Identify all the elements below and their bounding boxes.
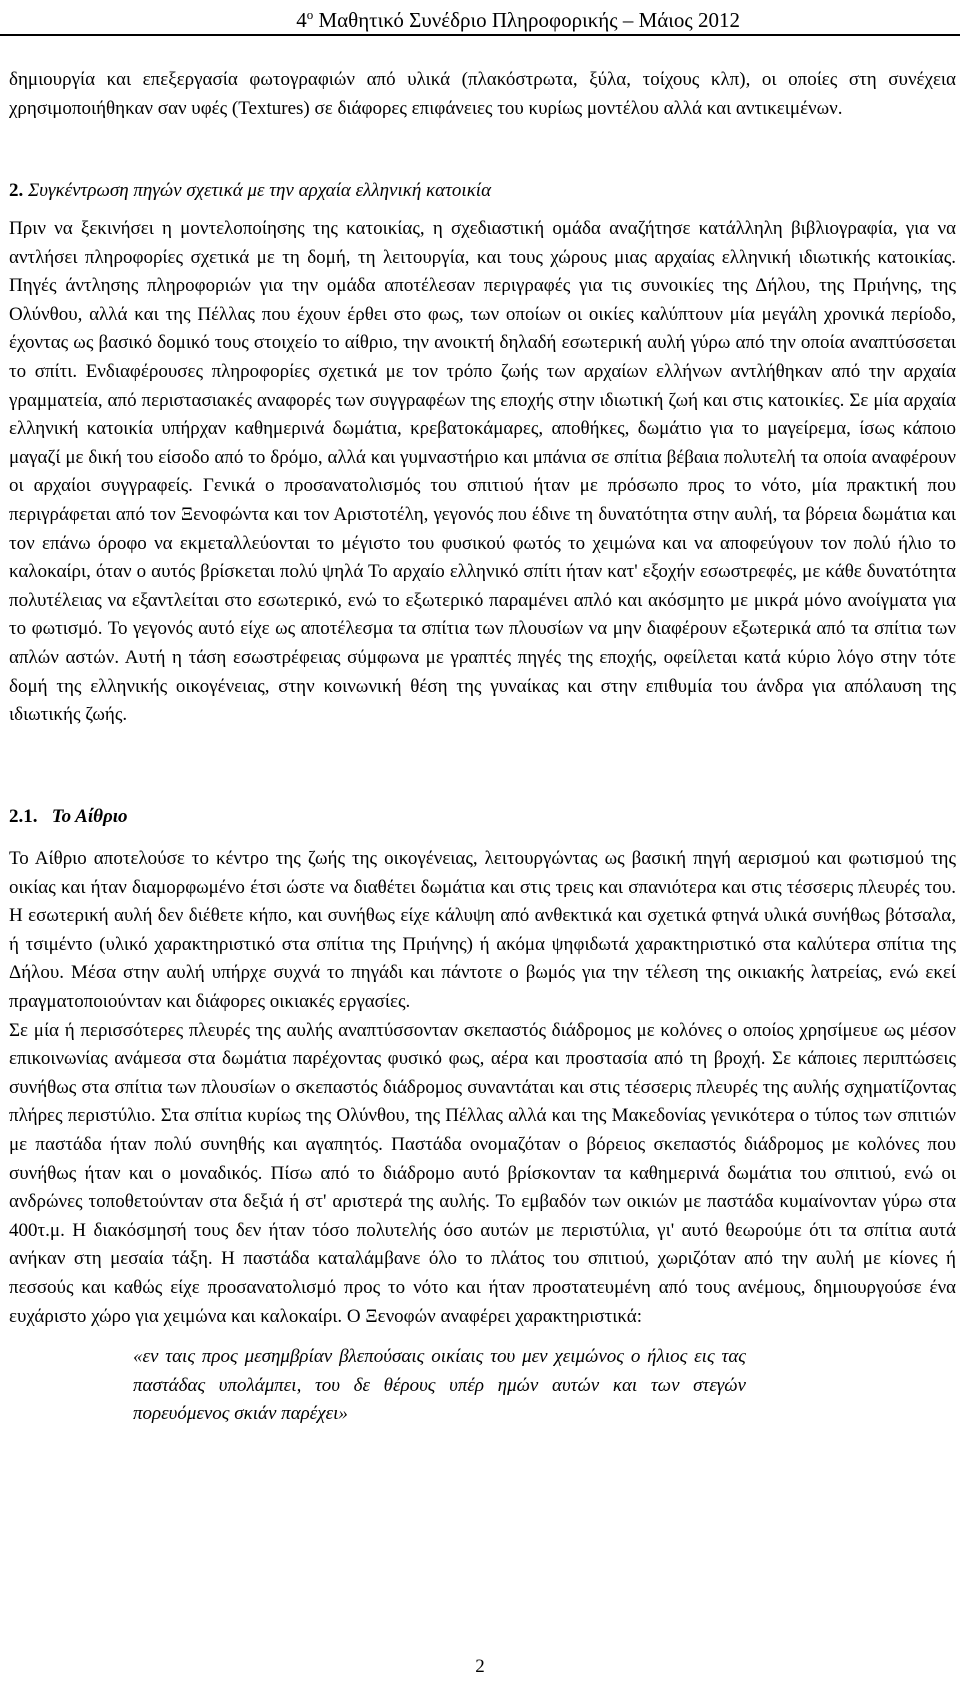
section-2-1-paragraph-2: Σε μία ή περισσότερες πλευρές της αυλής αναπτύσσονταν σκεπαστός διάδρομος με κολόνες ο οποίος χρησίμευε ως μέσον επικοινωνίας ανάμεσα στα δωμάτια παρέχοντας φυσικό φως, αέρα και προστασία από τη βροχή. Σε κάποιες περιπτώσεις συνήθως στα σπίτια των πλουσίων ο σκεπαστός διάδρομος συναντάται και στις τέσσερις πλευρές της αυλής σχηματίζοντας πλήρες περιστύλιο. Στα σπίτια κυρίως της Ολύνθου, της Πέλλας αλλά και της Μακεδονίας γενικότερα ο τύπος των σπιτιών με παστάδα ήταν πολύ συνηθής και αγαπητός. Παστάδα ονομαζόταν ο βόρειος σκεπαστός διάδρομος με κολόνες που συνήθως ήταν και ο μοναδικός. Πίσω από το διάδρομο αυτό βρίσκονταν τα καθημερινά δωμάτια του σπιτιού, ενώ οι ανδρώνες τοποθετούνταν στα δεξιά ή στ' αριστερά της αυλής. Το εμβαδόν των οικιών με παστάδα κυμαίνονταν γύρω στα 400τ.μ. Η διακόσμησή τους δεν ήταν τόσο πολυτελής όσο αυτών με περιστύλια, γι' αυτό θεωρούμε ότι τα σπίτια αυτά ανήκαν στη μεσαία τάξη. Η παστάδα καταλάμβανε όλο το πλάτος του σπιτιού, χωριζόταν από την αυλή με κίονες ή πεσσούς και καθώς είχε προσανατολισμό προς το νότο και ήταν προστατευμένη από τους ανέμους, δημιουργούσε ένα ευχάριστο χώρο για χειμώνα και καλοκαίρι. Ο Ξενοφών αναφέρει χαρακτηριστικά: bbox=[9, 1019, 956, 1327]
xenophon-quote: «εν ταις προς μεσημβρίαν βλεπούσαις οικίαις του μεν χειμώνος ο ήλιος εις τας παστάδας υπολάμπει, του δε θέρους υπέρ ημών αυτών και των στεγών πορευόμενος σκιάν παρέχει» bbox=[133, 1346, 746, 1425]
header-text: Μαθητικό Συνέδριο Πληροφορικής – Μάιος 2012 bbox=[313, 8, 740, 32]
section-2-number: 2. bbox=[9, 180, 24, 201]
intro-block bbox=[9, 66, 956, 123]
page-number: 2 bbox=[475, 1656, 485, 1677]
section-2-1-paragraph-1: Το Αίθριο αποτελούσε το κέντρο της ζωής της οικογένειας, λειτουργώντας ως βασική πηγή αερισμού και φωτισμού της οικίας και ήταν διαμορφωμένο έτσι ώστε να διαθέτει δωμάτια και στις τρεις και σπανιότερα και στις τέσσερις πλευρές του. Η εσωτερική αυλή δεν διέθετε κήπο, και συνήθως είχε κάλυψη από ανθεκτικά και σχετικά φτηνά υλικά συνήθως βότσαλα, ή τσιμέντο (υλικό χαρακτηριστικό στα σπίτια της Πριήνης) ή ακόμα ψηφιδωτά χαρακτηριστικό στα καλύτερα σπίτια της Δήλου. Μέσα στην αυλή υπήρχε συχνά το πηγάδι και πάντοτε ο βωμός για την τέλεση της οικιακής λατρείας, ενώ εκεί πραγματοποιούνταν και διάφορες οικιακές εργασίες. bbox=[9, 848, 956, 1012]
section-2-paragraph: Πριν να ξεκινήσει η μοντελοποίησης της κατοικίας, η σχεδιαστική ομάδα αναζήτησε κατάλληλη βιβλιογραφία, για να αντλήσει πληροφορίες σχετικά με τη δομή, τη λειτουργία, και τους χώρους μιας αρχαίας ελληνική ιδιωτικής κατοικίας. Πηγές άντλησης πληροφοριών για την ομάδα αποτέλεσαν περιγραφές για τις συνοικίες της Δήλου, της Πριήνης, της Ολύνθου, αλλά και της Πέλλας που έχουν έρθει στο φως, των οποίων οι οικίες καλύπτουν μία μεγάλη χρονικά περίοδο, έχοντας ως βασικό δομικό τους στοιχείο το αίθριο, την ανοικτή δηλαδή εσωτερική αυλή γύρω από την οποία αναπτύσσεται το σπίτι. Ενδιαφέρουσες πληροφορίες σχετικά με τον τρόπο ζωής των αρχαίων ελλήνων αντλήθηκαν από την αρχαία γραμματεία, από περιστασιακές αναφορές των συγγραφέων της εποχής στην ιδιωτική ζωή και στις κατοικίες. Σε μία αρχαία ελληνική κατοικία υπήρχαν καθημερινά δωμάτια, κρεβατοκάμαρες, αποθήκες, δωμάτιο για το μαγείρεμα, ίσως κάποιο μαγαζί με δική του είσοδο από το δρόμο, αλλά και γυμναστήριο και μπάνια σε σπίτια βέβαια πολυτελή τα οποία αναφέρουν οι αρχαίοι συγγραφείς. Γενικά ο προσανατολισμός του σπιτιού ήταν με πρόσωπο προς το νότο, μία πρακτική που περιγράφεται από τον Ξενοφώντα και τον Αριστοτέλη, γεγονός που έδινε τη δυνατότητα στην αυλή, τα βόρεια δωμάτια και τον επάνω όροφο να εκμεταλλεύονται το μέγιστο του φυσικού φωτός το χειμώνα και να αποφεύγουν τον πολύ ήλιο το καλοκαίρι, όταν ο αυτός βρίσκεται πολύ ψηλά Το αρχαίο ελληνικό σπίτι ήταν κατ' εξοχήν εσωστρεφές, με κάθε δυνατότητα πολυτέλειας να εξαντλείται στο εσωτερικό, ενώ το εξωτερικό παραμένει απλό και ακόσμητο με μικρά μόνο ανοίγματα για το φωτισμό. Το γεγονός αυτό είχε ως αποτέλεσμα τα σπίτια των πλουσίων να μην διαφέρουν εξωτερικά από τα σπίτια των απλών αστών. Αυτή η τάση εσωστρέφειας σύμφωνα με γραπτές πηγές της εποχής, οφείλεται κατά κύριο λόγο στην τότε δομή της ελληνικής οικογένειας, στην κοινωνική θέση της γυναίκας και στην επιθυμία του άνδρα για απόλαυση της ιδιωτικής ζωής. bbox=[9, 218, 956, 726]
running-header bbox=[0, 2, 960, 42]
section-2-title: Συγκέντρωση πηγών σχετικά με την αρχαία ελληνική κατοικία bbox=[28, 180, 492, 201]
section-2-heading bbox=[9, 177, 956, 205]
section-2-1 bbox=[9, 803, 956, 1429]
intro-paragraph: δημιουργία και επεξεργασία φωτογραφιών από υλικά (πλακόστρωτα, ξύλα, τοίχους κλπ), οι οποίες στη συνέχεια χρησιμοποιήθηκαν σαν υφές (Textures) σε διάφορες επιφάνειες του κυρίως μοντέλου αλλά και αντικειμένων. bbox=[9, 69, 956, 119]
section-2-1-title: Το Αίθριο bbox=[51, 806, 128, 827]
section-2-1-number: 2.1. bbox=[9, 806, 38, 827]
header-prefix: 4 bbox=[296, 8, 307, 32]
section-2-1-heading bbox=[9, 803, 956, 831]
section-2 bbox=[9, 177, 956, 730]
header-rule bbox=[0, 34, 960, 36]
header-sup: ο bbox=[306, 7, 314, 22]
